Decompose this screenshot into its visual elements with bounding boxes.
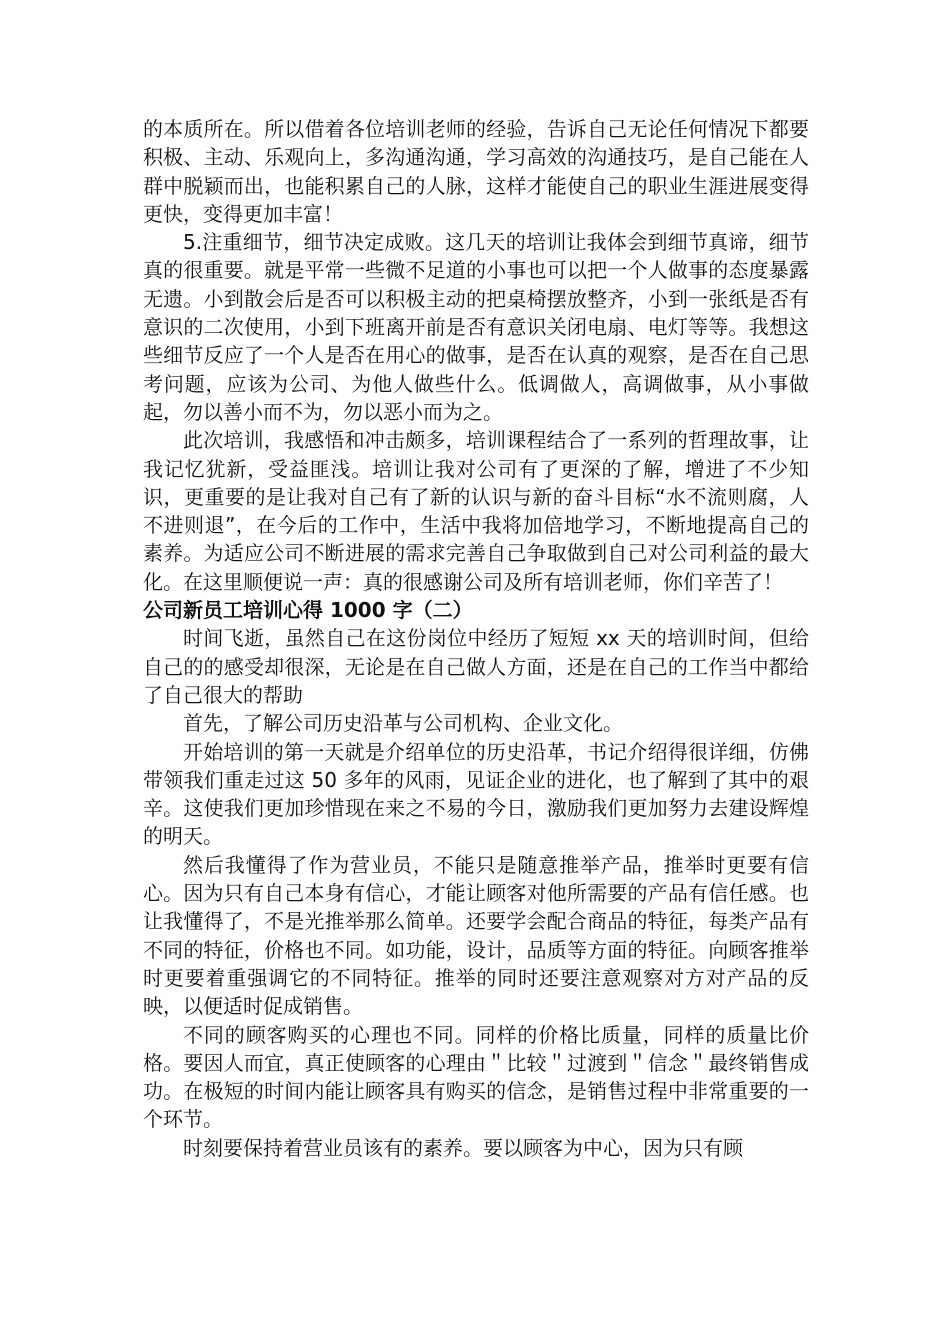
paragraph-first-company-history: 首先，了解公司历史沿革与公司机构、企业文化。	[183, 711, 623, 736]
paragraph-point-5-details: 5.注重细节，细节决定成败。这几天的培训让我体会到细节真谛，细节真的很重要。就是平常一些微不足道的小事也可以把一个人做事的态度暴露无遗。小到散会后是否可以积极主动的把桌椅摆放整齐，小到一张纸是否有意识的二次使用，小到下班离开前是否有意识关闭电扇、电灯等等。我想这些细节反应了一个人是否在用心的做事，是否在认真的观察，是否在自己思考问题，应该为公司、为他人做些什么。低调做人，高调做事，从小事做起，勿以善小而不为，勿以恶小而为之。	[143, 230, 809, 424]
paragraph-training-summary: 此次培训，我感悟和冲击颇多，培训课程结合了一系列的哲理故事，让我记忆犹新，受益匪浅。培训让我对公司有了更深的了解，增进了不少知识，更重要的是让我对自己有了新的认识与新的奋斗目标“水不流则腐，人不进则退”，在今后的工作中，生活中我将加倍地学习，不断地提高自己的素养。为适应公司不断进展的需求完善自己争取做到自己对公司利益的最大化。在这里顺便说一声：真的很感谢公司及所有培训老师，你们辛苦了！	[143, 428, 809, 594]
paragraph-customer-psychology: 不同的顾客购买的心理也不同。同样的价格比质量，同样的质量比价格。要因人而宜，真正使顾客的心理由＂比较＂过渡到＂信念＂最终销售成功。在极短的时间内能让顾客具有购买的信念，是销售过程中非常重要的一个环节。	[143, 1022, 809, 1132]
document-page	[143, 115, 809, 1162]
paragraph-intro-continued: 的本质所在。所以借着各位培训老师的经验，告诉自己无论任何情况下都要积极、主动、乐观向上，多沟通沟通，学习高效的沟通技巧，是自己能在人群中脱颖而出，也能积累自己的人脉，这样才能使自己的职业生涯进展变得更快，变得更加丰富！	[143, 117, 809, 226]
paragraph-time-flies: 时间飞逝，虽然自己在这份岗位中经历了短短 xx 天的培训时间，但给自己的的感受却很深，无论是在自己做人方面，还是在自己的工作当中都给了自己很大的帮助	[143, 626, 809, 707]
paragraph-sales-confidence: 然后我懂得了作为营业员，不能只是随意推举产品，推举时更要有信心。因为只有自己本身有信心，才能让顾客对他所需要的产品有信任感。也让我懂得了，不是光推举那么简单。还要学会配合商品的特征，每类产品有不同的特征，价格也不同。如功能，设计，品质等方面的特征。向顾客推举时更要着重强调它的不同特征。推举的同时还要注意观察对方对产品的反映，以便适时促成销售。	[143, 852, 809, 1019]
paragraph-first-day: 开始培训的第一天就是介绍单位的历史沿革，书记介绍得很详细，仿佛带领我们重走过这 50 多年的风雨，见证企业的进化，也了解到了其中的艰辛。这使我们更加珍惜现在来之不易的今日，激励我们更加努力去建设辉煌的明天。	[143, 739, 809, 849]
section-heading: 公司新员工培训心得 1000 字（二）	[143, 598, 473, 623]
paragraph-professional-attitude: 时刻要保持着营业员该有的素养。要以顾客为中心，因为只有顾	[183, 1135, 743, 1160]
